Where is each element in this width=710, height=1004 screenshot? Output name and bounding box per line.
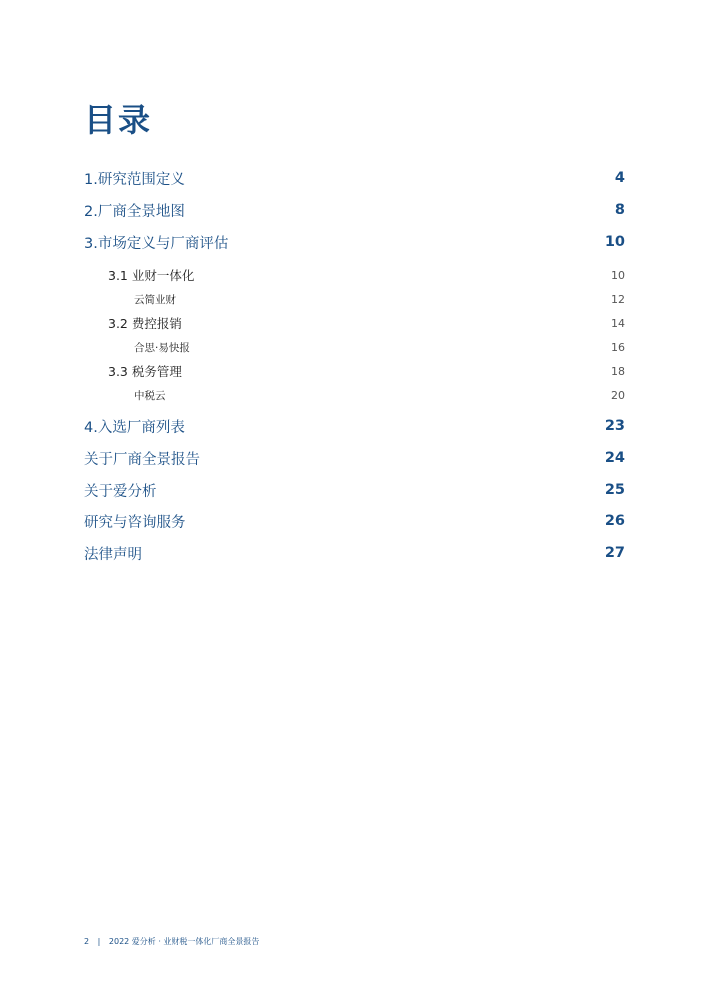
- toc-entry-label: 3.2 费控报销: [108, 316, 182, 331]
- toc-entry-research-scope[interactable]: [84, 166, 625, 190]
- toc-entry-vendor-yunjian[interactable]: [134, 290, 625, 308]
- toc-entry-page: 24: [604, 450, 625, 466]
- footer-report-title: 2022 爱分析 · 业财税一体化厂商全景报告: [108, 937, 260, 946]
- toc-entry-page: 10: [611, 268, 625, 282]
- footer-separator: |: [97, 937, 101, 946]
- toc-entry-page: 8: [614, 202, 625, 218]
- toc-entry-label: 4.入选厂商列表: [84, 419, 185, 436]
- toc-entry-page: 23: [604, 418, 625, 434]
- toc-entry-label: 法律声明: [84, 546, 142, 563]
- toc-entry-label: 关于爱分析: [84, 483, 157, 500]
- toc-entry-label: 关于厂商全景报告: [84, 451, 200, 468]
- toc-entry-label: 研究与咨询服务: [84, 514, 186, 531]
- toc-entry-page: 25: [604, 482, 625, 498]
- toc-entry-vendor-map[interactable]: [84, 198, 625, 222]
- toc-entry-tax-management[interactable]: [108, 361, 625, 381]
- toc-entry-label: 合思·易快报: [134, 341, 190, 354]
- toc-entry-page: 26: [604, 513, 625, 529]
- toc-entry-vendor-list[interactable]: [84, 414, 625, 438]
- toc-entry-page: 4: [614, 170, 625, 186]
- page-footer: [84, 936, 259, 947]
- toc-entry-page: 20: [611, 388, 625, 402]
- toc-entry-research-services[interactable]: [84, 509, 625, 533]
- toc-entry-label: 2.厂商全景地图: [84, 203, 185, 220]
- toc-entry-page: 12: [611, 292, 625, 306]
- toc-entry-label: 云简业财: [134, 293, 176, 306]
- toc-entry-page: 10: [604, 234, 625, 250]
- toc-entry-legal-notice[interactable]: [84, 541, 625, 565]
- page-title: 目录: [84, 101, 153, 139]
- toc-entry-expense-control[interactable]: [108, 313, 625, 333]
- toc-entry-label: 1.研究范围定义: [84, 171, 185, 188]
- toc-entry-page: 27: [604, 545, 625, 561]
- toc-entry-vendor-zhongshuiyun[interactable]: [134, 386, 625, 404]
- toc-entry-vendor-hesi[interactable]: [134, 338, 625, 356]
- toc-entry-market-definition[interactable]: [84, 230, 625, 254]
- toc-entry-page: 14: [611, 316, 625, 330]
- footer-page-number: 2: [84, 937, 90, 946]
- toc-entry-page: 16: [611, 340, 625, 354]
- toc-entry-about-company[interactable]: [84, 478, 625, 502]
- toc-entry-label: 3.3 税务管理: [108, 364, 182, 379]
- toc-entry-label: 中税云: [134, 389, 166, 402]
- toc-entry-business-finance-integration[interactable]: [108, 265, 625, 285]
- toc-entry-about-report[interactable]: [84, 446, 625, 470]
- toc-entry-page: 18: [611, 364, 625, 378]
- toc-entry-label: 3.市场定义与厂商评估: [84, 235, 229, 252]
- toc-entry-label: 3.1 业财一体化: [108, 268, 195, 283]
